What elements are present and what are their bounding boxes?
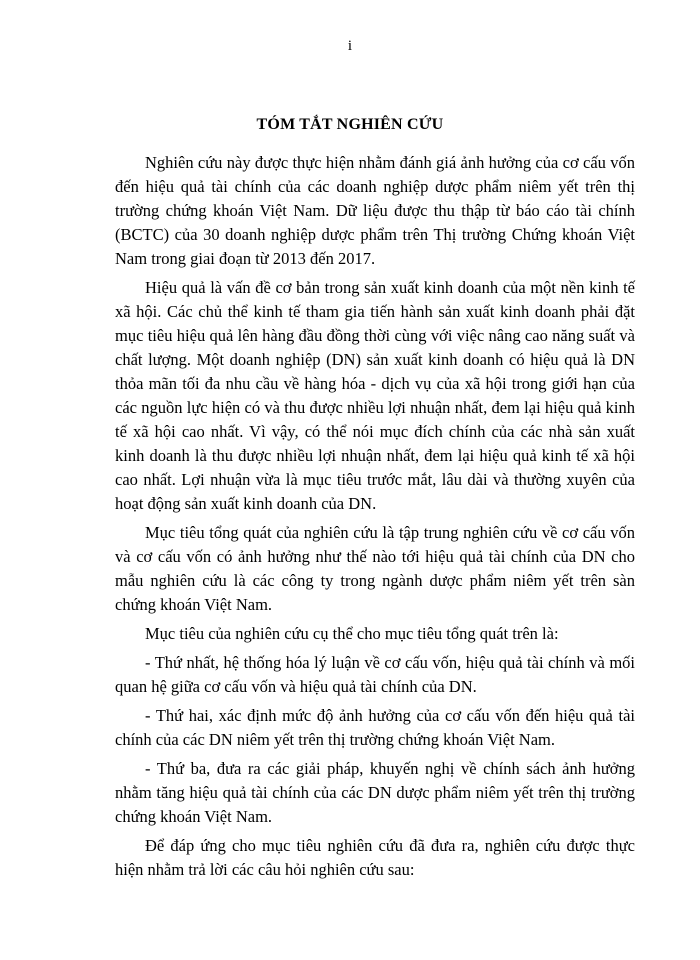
page-number: i bbox=[347, 38, 353, 54]
paragraph-general-objective: Mục tiêu tổng quát của nghiên cứu là tập trung nghiên cứu về cơ cấu vốn và cơ cấu vốn có ảnh hưởng như thế nào tới hiệu quả tài chính của DN cho mẫu nghiên cứu là các công ty trong ngành dược phẩm niêm yết trên sàn chứng khoán Việt Nam. bbox=[115, 523, 635, 614]
objective-item-1: - Thứ nhất, hệ thống hóa lý luận về cơ cấu vốn, hiệu quả tài chính và mối quan hệ giữa cơ cấu vốn và hiệu quả tài chính của DN. bbox=[115, 653, 635, 696]
document-body bbox=[115, 151, 635, 887]
page-title: TÓM TẮT NGHIÊN CỨU bbox=[256, 116, 444, 133]
objective-item-2: - Thứ hai, xác định mức độ ảnh hưởng của cơ cấu vốn đến hiệu quả tài chính của các DN niêm yết trên thị trường chứng khoán Việt Nam. bbox=[115, 706, 635, 749]
paragraph-efficiency: Hiệu quả là vấn đề cơ bản trong sản xuất kinh doanh của một nền kinh tế xã hội. Các chủ thể kinh tế tham gia tiến hành sản xuất kinh doanh phải đặt mục tiêu hiệu quả lên hàng đầu đồng thời cùng với việc nâng cao năng suất và chất lượng. Một doanh nghiệp (DN) sản xuất kinh doanh có hiệu quả là DN thỏa mãn tối đa nhu cầu về hàng hóa - dịch vụ của xã hội trong giới hạn của các nguồn lực hiện có và thu được nhiều lợi nhuận nhất, đem lại hiệu quả kinh tế xã hội cao nhất. Vì vậy, có thể nói mục đích chính của các nhà sản xuất kinh doanh là thu được nhiều lợi nhuận nhất, đem lại hiệu quả kinh tế xã hội cao nhất. Lợi nhuận vừa là mục tiêu trước mắt, lâu dài và thường xuyên của hoạt động sản xuất kinh doanh của DN. bbox=[115, 278, 635, 513]
paragraph-intro: Nghiên cứu này được thực hiện nhằm đánh giá ảnh hưởng của cơ cấu vốn đến hiệu quả tài chính của các doanh nghiệp dược phẩm niêm yết trên thị trường chứng khoán Việt Nam. Dữ liệu được thu thập từ báo cáo tài chính (BCTC) của 30 doanh nghiệp dược phẩm trên Thị trường Chứng khoán Việt Nam trong giai đoạn từ 2013 đến 2017. bbox=[115, 153, 635, 268]
objective-item-3: - Thứ ba, đưa ra các giải pháp, khuyến nghị về chính sách ảnh hưởng nhằm tăng hiệu quả tài chính của các DN dược phẩm niêm yết trên thị trường chứng khoán Việt Nam. bbox=[115, 759, 635, 826]
paragraph-specific-objective-intro: Mục tiêu của nghiên cứu cụ thể cho mục tiêu tổng quát trên là: bbox=[145, 624, 559, 643]
paragraph-research-questions-intro: Để đáp ứng cho mục tiêu nghiên cứu đã đưa ra, nghiên cứu được thực hiện nhằm trả lời các câu hỏi nghiên cứu sau: bbox=[115, 836, 635, 879]
